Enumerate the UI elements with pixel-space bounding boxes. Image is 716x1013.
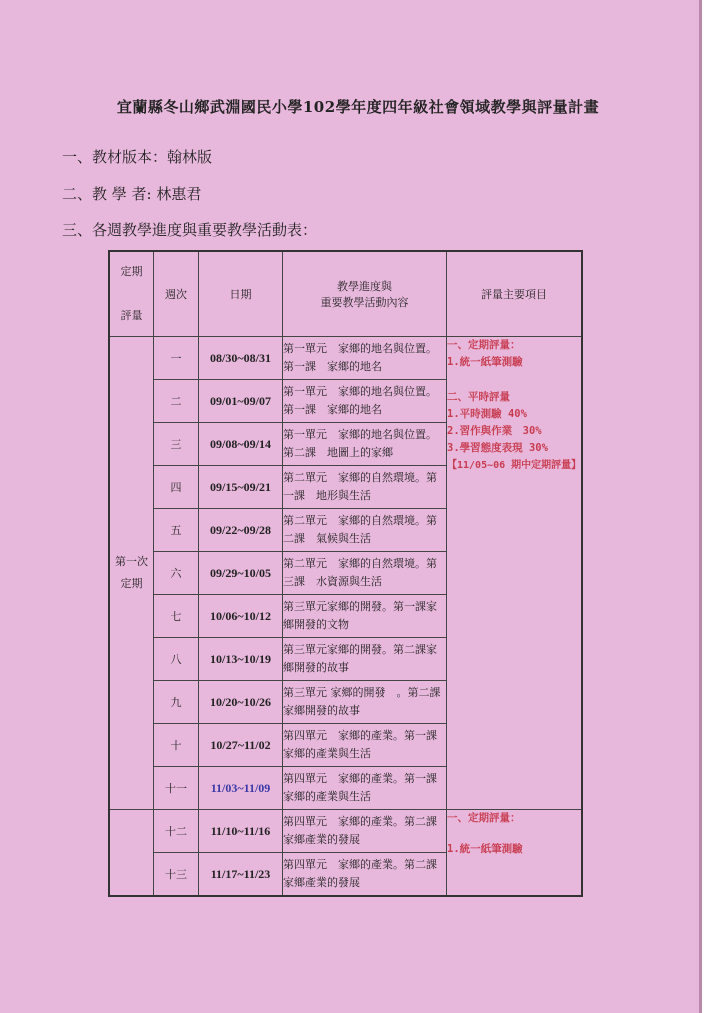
content-cell: 第四單元 家鄉的產業。第一課家鄉的產業與生活 bbox=[283, 724, 447, 767]
week-cell: 五 bbox=[154, 509, 199, 552]
week-cell: 一 bbox=[154, 337, 199, 380]
content-cell: 第四單元 家鄉的產業。第二課家鄉產業的發展 bbox=[283, 810, 447, 853]
page-edge bbox=[702, 0, 716, 1013]
content-cell: 第二單元 家鄉的自然環境。第二課 氣候與生活 bbox=[283, 509, 447, 552]
week-cell: 二 bbox=[154, 380, 199, 423]
week-cell: 七 bbox=[154, 595, 199, 638]
week-cell: 三 bbox=[154, 423, 199, 466]
content-cell: 第二單元 家鄉的自然環境。第一課 地形與生活 bbox=[283, 466, 447, 509]
header-eval: 定期 評量 bbox=[109, 251, 154, 337]
week-cell: 十三 bbox=[154, 853, 199, 897]
date-cell: 10/20~10/26 bbox=[199, 681, 283, 724]
date-cell: 10/27~11/02 bbox=[199, 724, 283, 767]
week-cell: 八 bbox=[154, 638, 199, 681]
section-teacher: 二、教 學 者: 林惠君 bbox=[62, 185, 202, 203]
week-cell: 十一 bbox=[154, 767, 199, 810]
header-date: 日期 bbox=[199, 251, 283, 337]
assess-group-1: 一、定期評量： 1.統一紙筆測驗 二、平時評量 1.平時測驗 40% 2.習作與作業 30% 3.學習態度表現 30% 【11/05~06 期中定期評量】 bbox=[447, 337, 583, 810]
header-row bbox=[109, 251, 582, 337]
content-cell: 第四單元 家鄉的產業。第二課家鄉產業的發展 bbox=[283, 853, 447, 897]
date-cell: 09/15~09/21 bbox=[199, 466, 283, 509]
date-cell: 11/17~11/23 bbox=[199, 853, 283, 897]
section-textbook: 一、教材版本：翰林版 bbox=[62, 148, 213, 166]
date-cell: 09/29~10/05 bbox=[199, 552, 283, 595]
content-cell: 第三單元 家鄉的開發 。第二課家鄉開發的故事 bbox=[283, 681, 447, 724]
table-row bbox=[109, 337, 582, 380]
date-cell-highlighted: 11/03~11/09 bbox=[199, 767, 283, 810]
week-cell: 十 bbox=[154, 724, 199, 767]
content-cell: 第一單元 家鄉的地名與位置。第一課 家鄉的地名 bbox=[283, 337, 447, 380]
date-cell: 11/10~11/16 bbox=[199, 810, 283, 853]
week-cell: 六 bbox=[154, 552, 199, 595]
header-week: 週次 bbox=[154, 251, 199, 337]
section-schedule-heading: 三、各週教學進度與重要教學活動表： bbox=[62, 221, 318, 239]
eval-group-1: 第一次 定期 bbox=[109, 337, 154, 810]
week-cell: 九 bbox=[154, 681, 199, 724]
content-cell: 第四單元 家鄉的產業。第一課家鄉的產業與生活 bbox=[283, 767, 447, 810]
date-cell: 10/13~10/19 bbox=[199, 638, 283, 681]
assess-group-2: 一、定期評量： 1.統一紙筆測驗 bbox=[447, 810, 583, 897]
week-cell: 十二 bbox=[154, 810, 199, 853]
eval-group-2 bbox=[109, 810, 154, 897]
date-cell: 09/01~09/07 bbox=[199, 380, 283, 423]
table-row bbox=[109, 810, 582, 853]
date-cell: 08/30~08/31 bbox=[199, 337, 283, 380]
document-title: 宜蘭縣冬山鄉武淵國民小學102學年度四年級社會領域教學與評量計畫 bbox=[116, 98, 600, 116]
content-cell: 第三單元家鄉的開發。第二課家鄉開發的故事 bbox=[283, 638, 447, 681]
date-cell: 09/22~09/28 bbox=[199, 509, 283, 552]
week-cell: 四 bbox=[154, 466, 199, 509]
content-cell: 第一單元 家鄉的地名與位置。第二課 地圖上的家鄉 bbox=[283, 423, 447, 466]
header-content: 教學進度與 重要教學活動內容 bbox=[283, 251, 447, 337]
schedule-table bbox=[108, 250, 583, 897]
date-cell: 10/06~10/12 bbox=[199, 595, 283, 638]
content-cell: 第一單元 家鄉的地名與位置。第一課 家鄉的地名 bbox=[283, 380, 447, 423]
content-cell: 第二單元 家鄉的自然環境。第三課 水資源與生活 bbox=[283, 552, 447, 595]
date-cell: 09/08~09/14 bbox=[199, 423, 283, 466]
content-cell: 第三單元家鄉的開發。第一課家鄉開發的文物 bbox=[283, 595, 447, 638]
header-assess: 評量主要項目 bbox=[447, 251, 583, 337]
